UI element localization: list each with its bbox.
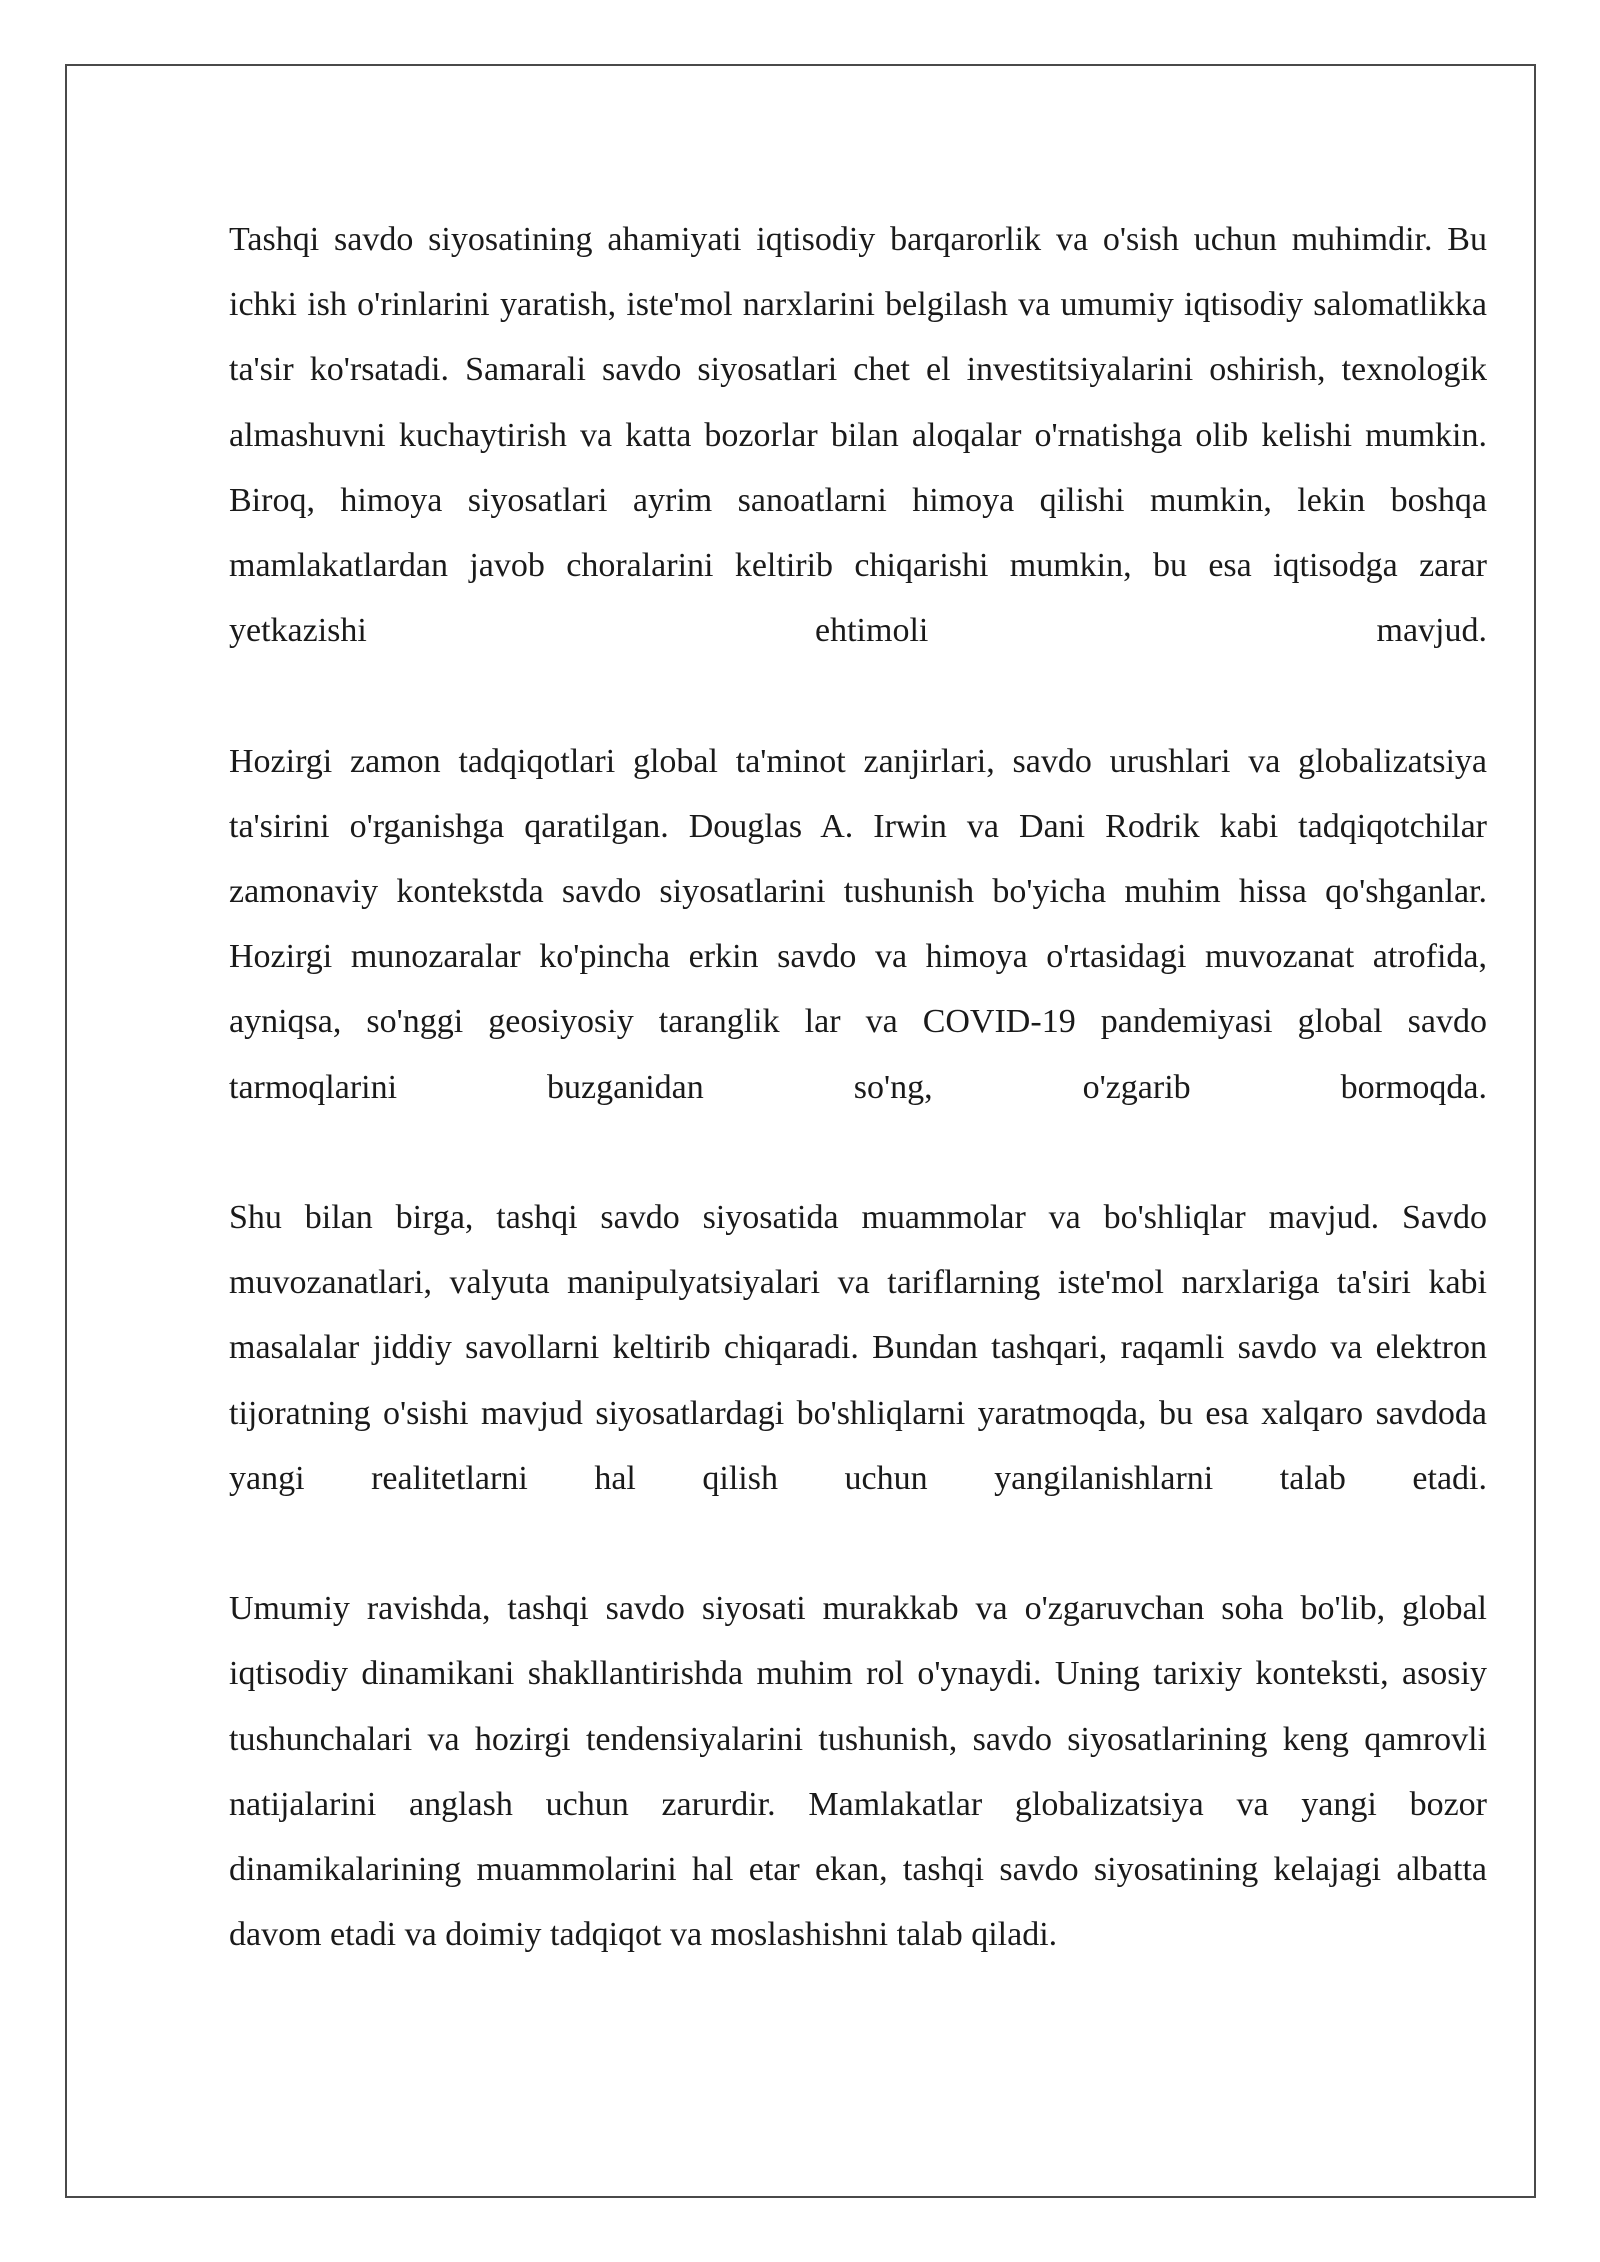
paragraph-3: Shu bilan birga, tashqi savdo siyosatida muammolar va bo'shliqlar mavjud. Savdo muvozanatlari, valyuta manipulyatsiyalari va tariflarning iste'mol narxlariga ta'siri kabi masalalar jiddiy savollarni keltirib chiqaradi. Bundan tashqari, raqamli savdo va elektron tijoratning o'sishi mavjud siyosatlardagi bo'shliqlarni yaratmoqda, bu esa xalqaro savdoda yangi realitetlarni hal qilish uchun yangilanishlarni talab etadi. [229, 1199, 1487, 1497]
paragraph-2: Hozirgi zamon tadqiqotlari global ta'minot zanjirlari, savdo urushlari va globalizatsiya ta'sirini o'rganishga qaratilgan. Douglas A. Irwin va Dani Rodrik kabi tadqiqotchilar zamonaviy kontekstda savdo siyosatlarini tushunish bo'yicha muhim hissa qo'shganlar. Hozirgi munozaralar ko'pincha erkin savdo va himoya o'rtasidagi muvozanat atrofida, ayniqsa, so'nggi geosiyosiy taranglik lar va COVID-19 pandemiyasi global savdo tarmoqlarini buzganidan so'ng, o'zgarib bormoqda. [229, 742, 1487, 1106]
paragraph-1: Tashqi savdo siyosatining ahamiyati iqtisodiy barqarorlik va o'sish uchun muhimdir. Bu ichki ish o'rinlarini yaratish, iste'mol narxlarini belgilash va umumiy iqtisodiy salomatlikka ta'sir ko'rsatadi. Samarali savdo siyosatlari chet el investitsiyalarini oshirish, texnologik almashuvni kuchaytirish va katta bozorlar bilan aloqalar o'rnatishga olib kelishi mumkin. Biroq, himoya siyosatlari ayrim sanoatlarni himoya qilishi mumkin, lekin boshqa mamlakatlardan javob choralarini keltirib chiqarishi mumkin, bu esa iqtisodga zarar yetkazishi ehtimoli mavjud. [229, 221, 1487, 650]
document-body [229, 207, 1487, 1967]
paragraph-4: Umumiy ravishda, tashqi savdo siyosati murakkab va o'zgaruvchan soha bo'lib, global iqtisodiy dinamikani shakllantirishda muhim rol o'ynaydi. Uning tarixiy konteksti, asosiy tushunchalari va hozirgi tendensiyalarini tushunish, savdo siyosatlarining keng qamrovli natijalarini anglash uchun zarurdir. Mamlakatlar globalizatsiya va yangi bozor dinamikalarining muammolarini hal etar ekan, tashqi savdo siyosatining kelajagi albatta davom etadi va doimiy tadqiqot va moslashishni talab qiladi. [229, 1590, 1487, 1954]
